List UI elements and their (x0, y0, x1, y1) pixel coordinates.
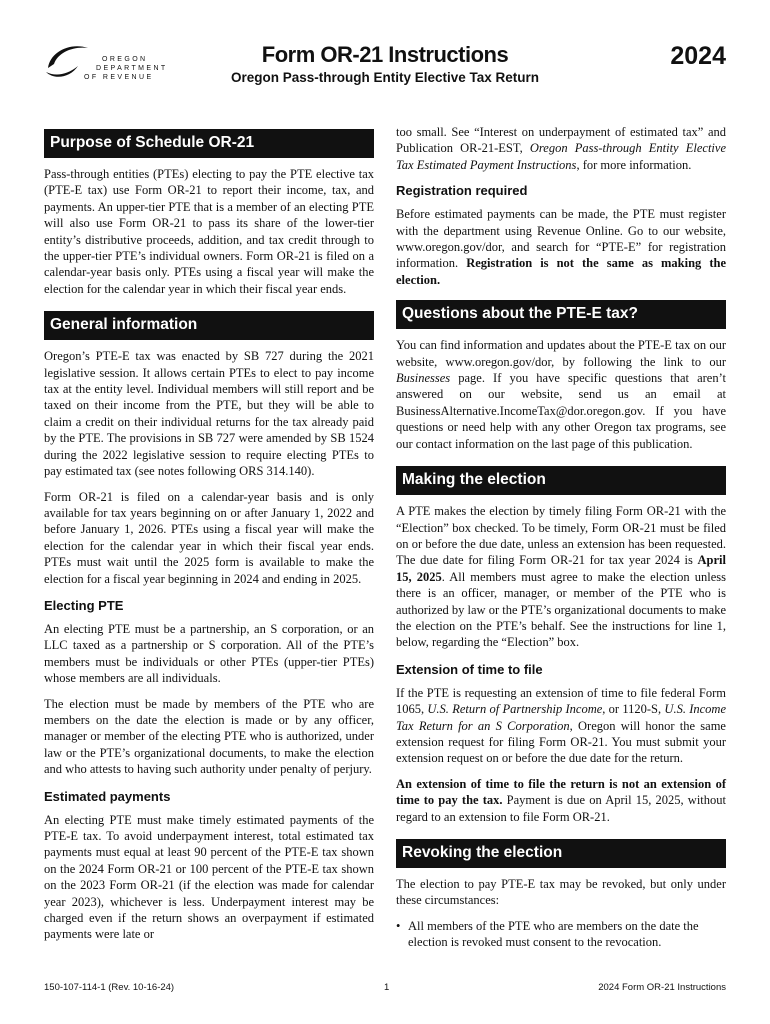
right-column (396, 124, 726, 951)
purpose-paragraph: Pass-through entities (PTEs) electing to pay the PTE elective tax (PTE-E tax) use Form OR-21 to report their income, tax, and payments. An upper-tier PTE that is a member of an electing PTE will also use Form OR-21 to pass its share of the lower-tier entity’s distributive proceeds, addition, and tax credit through to the upper-tier PTE’s individual owners. Form OR-21 is filed on a calendar-year basis only. PTEs using a fiscal year will make the election for the calendar year in which their fiscal year ends. (44, 167, 374, 296)
left-column (44, 124, 374, 943)
estimated-payments-paragraph: An electing PTE must make timely estimated payments of the PTE-E tax. To avoid underpayment interest, total estimated tax payments must equal at least 90 percent of the PTE-E tax shown on the 2024 Form OR-21 or 100 percent of the PTE-E tax shown on the 2023 Form OR-21 (if the election was made for calendar year 2023), whichever is less. Underpayment interest may be charged even if the return shows an overpayment if estimated payments were late or (44, 812, 374, 942)
form-revision-number: 150-107-114-1 (Rev. 10-16-24) (44, 982, 175, 993)
revoking-conditions-list (396, 918, 726, 951)
logo-line-1: OREGON (102, 56, 148, 63)
estimated-payments-heading: Estimated payments (44, 788, 171, 804)
logo-line-2: DEPARTMENT (96, 65, 168, 72)
continued-paragraph (396, 124, 726, 173)
extension-heading: Extension of time to file (396, 661, 543, 677)
questions-text-b: page. If you have specific questions that aren’t answered on our website, send us an email at BusinessAlternative.IncomeTax@dor.oregon.gov. If you have questions or need help with any other Oregon tax programs, see our contact information on the last page of this publication. (396, 371, 726, 451)
page-number: 1 (384, 982, 390, 993)
form-1065-title: U.S. Return of Partnership Income (427, 702, 603, 717)
extension-text-c: , Oregon will honor the same extension request for filing Form OR-21. You must submit your extension request on or before the due date for the return. (396, 718, 726, 766)
extension-text-b: , or 1120-S, (602, 702, 665, 717)
continued-text-b: , for more information. (576, 157, 692, 172)
logo-line-3: OF REVENUE (84, 74, 154, 81)
continued-text-a: too small. See “Interest on underpayment of estimated tax” and Publication OR-21-EST, (396, 125, 726, 156)
making-election-text-a: A PTE makes the election by timely filing Form OR-21 with the “Election” box checked. To be timely, Form OR-21 must be filed on or before the due date, unless an extension has been requested. The due date for filing Form OR-21 for tax year 2024 is (396, 504, 726, 568)
general-information-paragraph-1: Oregon’s PTE-E tax was enacted by SB 727 during the 2021 legislative session. It allows certain PTEs to elect to pay income tax at the entity level. Individual members will still report and be taxed on their income from the PTE, but they will be able to claim a credit on their individual returns for the tax already paid by the PTE. The provisions in SB 727 were amended by SB 1524 during the 2022 legislative session to require electing PTEs to pay estimated tax (see notes following ORS 314.140). (44, 349, 374, 479)
questions-heading: Questions about the PTE-E tax? (396, 300, 726, 329)
page-title: Form OR-21 Instructions (261, 42, 509, 67)
list-item: • All members of the PTE who are members on the date the election is revoked must consent to the revocation. (396, 918, 726, 951)
making-election-text-b: . All members must agree to make the election unless there is an officer, manager, or member of the PTE who is authorized by law or the PTE’s organizational documents to make the election on the PTE’s behalf. See the instructions for line 1, below, regarding the “Election” box. (396, 569, 726, 650)
extension-paragraph-1 (396, 685, 726, 767)
registration-text: Before estimated payments can be made, the PTE must register with the department using Revenue Online. Go to our website, www.oregon.gov/dor, and search for “PTE-E” for registration information. (396, 207, 726, 271)
registration-bold-note: Registration is not the same as making the election. (396, 256, 727, 287)
extension-bold-note: An extension of time to file the return is not an extension of time to pay the tax. (396, 776, 726, 808)
extension-text-rest: Payment is due on April 15, 2025, without regard to an extension to file Form OR-21. (396, 793, 726, 824)
tax-year: 2024 (670, 42, 726, 70)
making-election-paragraph (396, 503, 726, 651)
extension-text-a: If the PTE is requesting an extension of time to file federal Form 1065, (396, 685, 726, 717)
page-header (0, 0, 770, 110)
making-election-heading: Making the election (396, 466, 726, 495)
questions-paragraph (396, 337, 726, 452)
purpose-heading: Purpose of Schedule OR-21 (44, 129, 374, 158)
questions-text-a: You can find information and updates about the PTE-E tax on our website, www.oregon.gov/dor, by following the link to our (396, 338, 726, 369)
electing-pte-paragraph-2: The election must be made by members of the PTE who are members on the date the election is made or by any officer, manager or member of the electing PTE who is authorized, under law or the PTE’s organizational documents, to make the election and who attests to having such authority under penalty of perjury. (44, 696, 374, 777)
electing-pte-paragraph-1: An electing PTE must be a partnership, an S corporation, or an LLC taxed as a partnership or S corporation. All of the PTE’s members must be individuals or other PTEs (upper-tier PTEs) whose members are all individuals. (44, 621, 374, 686)
revoking-election-heading: Revoking the election (396, 839, 726, 868)
page-subtitle: Oregon Pass-through Entity Elective Tax Return (230, 70, 540, 85)
general-information-heading: General information (44, 311, 374, 340)
registration-heading: Registration required (396, 183, 528, 199)
revoking-election-paragraph: The election to pay PTE-E tax may be revoked, but only under these circumstances: (396, 877, 726, 908)
due-date: April 15, 2025 (396, 553, 726, 584)
businesses-page-name: Businesses (396, 371, 451, 386)
form-1120s-title: U.S. Income Tax Return for an S Corporation (396, 702, 727, 733)
general-information-paragraph-2: Form OR-21 is filed on a calendar-year basis and is only available for tax years beginning on or after January 1, 2022 and before January 1, 2026. PTEs using a fiscal year will make the election for the calendar year in which their fiscal year ends. PTEs must wait until the 2025 form is available to make the election for a fiscal year beginning in 2024 and ending in 2025. (44, 489, 374, 586)
electing-pte-heading: Electing PTE (44, 597, 124, 613)
footer-form-title: 2024 Form OR-21 Instructions (598, 982, 726, 993)
publication-title: Oregon Pass-through Entity Elective Tax Estimated Payment Instructions (396, 141, 726, 172)
extension-paragraph-2 (396, 776, 726, 825)
registration-paragraph (396, 206, 726, 288)
